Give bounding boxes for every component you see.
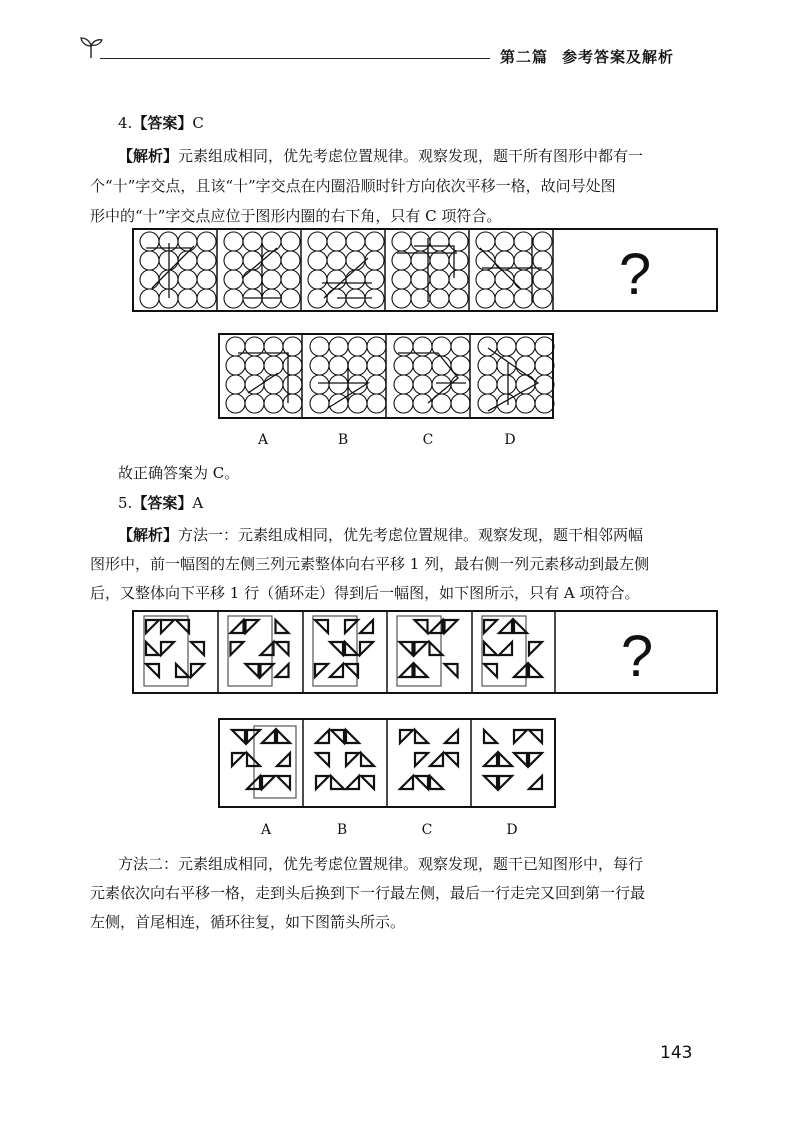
grid-circle bbox=[178, 251, 197, 270]
grid-circle bbox=[495, 251, 514, 270]
triangle-element bbox=[361, 753, 374, 766]
triangle-element bbox=[529, 642, 542, 655]
grid-circle bbox=[365, 270, 384, 289]
triangle-element bbox=[231, 620, 244, 633]
q4-analysis-line-1: 【解析】元素组成相同，优先考虑位置规律。观察发现，题干所有图形中都有一 bbox=[118, 147, 644, 165]
grid-circle bbox=[346, 232, 365, 251]
q5-answer-line bbox=[118, 492, 203, 513]
grid-circle bbox=[281, 251, 300, 270]
grid-circle bbox=[392, 251, 411, 270]
grid-circle bbox=[329, 337, 348, 356]
q4-analysis-tag: 【解析】 bbox=[118, 147, 179, 165]
grid-circle bbox=[329, 375, 348, 394]
grid-circle bbox=[478, 356, 497, 375]
q4-option-label-c: C bbox=[422, 432, 434, 448]
grid-circle bbox=[365, 232, 384, 251]
grid-circle bbox=[264, 356, 283, 375]
triangle-element bbox=[415, 620, 428, 633]
grid-circle bbox=[327, 232, 346, 251]
grid-circle bbox=[476, 232, 495, 251]
q4-question-mark: ? bbox=[618, 242, 652, 307]
triangle-element bbox=[529, 753, 542, 766]
grid-circle bbox=[329, 356, 348, 375]
grid-circle bbox=[281, 270, 300, 289]
grid-circle bbox=[310, 337, 329, 356]
grid-circle bbox=[514, 270, 533, 289]
grid-circle bbox=[449, 251, 468, 270]
grid-circle bbox=[224, 270, 243, 289]
triangle-element bbox=[330, 642, 343, 655]
triangle-element bbox=[360, 642, 373, 655]
grid-circle bbox=[283, 375, 302, 394]
triangle-element bbox=[176, 620, 189, 633]
grid-circle bbox=[495, 232, 514, 251]
triangle-element bbox=[514, 730, 527, 743]
triangle-element bbox=[277, 753, 290, 766]
triangle-element bbox=[331, 776, 344, 789]
grid-circle bbox=[262, 251, 281, 270]
q5-option-label-b: B bbox=[336, 822, 348, 838]
grid-circle bbox=[197, 289, 216, 308]
q5-question-mark: ? bbox=[620, 624, 654, 689]
header-section: 参考答案及解析 bbox=[562, 48, 675, 66]
triangle-element bbox=[315, 620, 328, 633]
triangle-element bbox=[499, 620, 512, 633]
q5-number: 5. bbox=[118, 494, 133, 512]
q5-method2-line-3: 左侧，首尾相连，循环往复，如下图箭头所示。 bbox=[90, 913, 406, 931]
grid-circle bbox=[392, 232, 411, 251]
triangle-element bbox=[400, 664, 413, 677]
grid-circle bbox=[449, 232, 468, 251]
grid-circle bbox=[308, 232, 327, 251]
grid-circle bbox=[411, 270, 430, 289]
grid-circle bbox=[516, 375, 535, 394]
grid-circle bbox=[281, 232, 300, 251]
grid-circle bbox=[476, 270, 495, 289]
grid-circle bbox=[283, 356, 302, 375]
grid-circle bbox=[533, 251, 552, 270]
triangle-element bbox=[146, 664, 159, 677]
q5-answer-tag: 【答案】 bbox=[132, 494, 193, 512]
grid-circle bbox=[226, 375, 245, 394]
triangle-element bbox=[484, 620, 497, 633]
triangle-element bbox=[246, 664, 259, 677]
grid-circle bbox=[514, 232, 533, 251]
triangle-element bbox=[430, 776, 443, 789]
grid-circle bbox=[449, 289, 468, 308]
triangle-element bbox=[276, 620, 289, 633]
grid-circle bbox=[430, 251, 449, 270]
grid-circle bbox=[478, 394, 497, 413]
triangle-element bbox=[277, 776, 290, 789]
triangle-element bbox=[445, 620, 458, 633]
triangle-element bbox=[191, 664, 204, 677]
q4-answer-line bbox=[118, 112, 204, 133]
grid-circle bbox=[394, 356, 413, 375]
header-part: 第二篇 bbox=[500, 48, 549, 66]
grid-circle bbox=[367, 375, 386, 394]
grid-circle bbox=[245, 394, 264, 413]
triangle-element bbox=[276, 642, 289, 655]
grid-circle bbox=[262, 232, 281, 251]
q4-options-figure bbox=[218, 333, 554, 419]
q5-method1-line-3: 后，又整体向下平移 1 行（循环走）得到后一幅图，如下图所示，只有 A 项符合。 bbox=[90, 584, 640, 602]
triangle-element bbox=[316, 753, 329, 766]
grid-circle bbox=[178, 270, 197, 289]
triangle-element bbox=[529, 664, 542, 677]
q5-method1-line-1: 【解析】方法一：元素组成相同，优先考虑位置规律。观察发现，题干相邻两幅 bbox=[118, 526, 644, 544]
grid-circle bbox=[535, 356, 554, 375]
grid-circle bbox=[327, 251, 346, 270]
q5-options-figure bbox=[218, 718, 556, 808]
grid-circle bbox=[430, 270, 449, 289]
grid-circle bbox=[226, 356, 245, 375]
grid-circle bbox=[476, 289, 495, 308]
q5-analysis-tag: 【解析】 bbox=[118, 526, 179, 544]
q5-option-label-d: D bbox=[506, 822, 518, 838]
grid-circle bbox=[535, 394, 554, 413]
grid-circle bbox=[281, 289, 300, 308]
triangle-element bbox=[484, 753, 497, 766]
q5-method2-line-2: 元素依次向右平移一格，走到头后换到下一行最左侧，最后一行走完又回到第一行最 bbox=[90, 884, 646, 902]
grid-circle bbox=[392, 270, 411, 289]
q4-answer: C bbox=[192, 114, 204, 132]
grid-circle bbox=[308, 270, 327, 289]
triangle-element bbox=[415, 642, 428, 655]
triangle-element bbox=[331, 730, 344, 743]
grid-circle bbox=[310, 356, 329, 375]
triangle-element bbox=[484, 730, 497, 743]
grid-circle bbox=[310, 394, 329, 413]
triangle-element bbox=[400, 730, 413, 743]
triangle-element bbox=[445, 664, 458, 677]
grid-circle bbox=[346, 270, 365, 289]
grid-circle bbox=[411, 251, 430, 270]
grid-circle bbox=[451, 394, 470, 413]
triangle-element bbox=[161, 642, 174, 655]
triangle-element bbox=[262, 776, 275, 789]
grid-circle bbox=[140, 289, 159, 308]
grid-circle bbox=[413, 375, 432, 394]
grid-circle bbox=[224, 289, 243, 308]
grid-circle bbox=[533, 270, 552, 289]
grid-circle bbox=[224, 232, 243, 251]
grid-circle bbox=[394, 375, 413, 394]
grid-circle bbox=[310, 375, 329, 394]
grid-circle bbox=[497, 375, 516, 394]
grid-circle bbox=[533, 232, 552, 251]
triangle-element bbox=[246, 620, 259, 633]
triangle-element bbox=[514, 753, 527, 766]
grid-circle bbox=[348, 356, 367, 375]
grid-circle bbox=[497, 337, 516, 356]
grid-circle bbox=[178, 289, 197, 308]
triangle-element bbox=[430, 753, 443, 766]
header-rule bbox=[100, 58, 490, 59]
triangle-element bbox=[360, 620, 373, 633]
triangle-element bbox=[277, 730, 290, 743]
q4-option-label-d: D bbox=[504, 432, 516, 448]
grid-circle bbox=[449, 270, 468, 289]
triangle-element bbox=[346, 730, 359, 743]
grid-circle bbox=[495, 289, 514, 308]
grid-circle bbox=[243, 270, 262, 289]
triangle-element bbox=[232, 753, 245, 766]
grid-circle bbox=[348, 375, 367, 394]
grid-circle bbox=[243, 232, 262, 251]
grid-circle bbox=[308, 289, 327, 308]
grid-circle bbox=[245, 356, 264, 375]
triangle-element bbox=[146, 620, 159, 633]
triangle-element bbox=[345, 642, 358, 655]
q5-method1-line-2: 图形中，前一幅图的左侧三列元素整体向右平移 1 列，最右侧一列元素移动到最左侧 bbox=[90, 555, 650, 573]
q4-analysis-line-2: 个“十”字交点，且该“十”字交点在内圈沿顺时针方向依次平移一格，故问号处图 bbox=[90, 177, 616, 195]
q5-answer: A bbox=[192, 494, 204, 512]
grid-circle bbox=[262, 270, 281, 289]
grid-circle bbox=[264, 394, 283, 413]
page-number: 143 bbox=[660, 1043, 693, 1063]
triangle-element bbox=[400, 642, 413, 655]
grid-circle bbox=[430, 232, 449, 251]
grid-circle bbox=[243, 251, 262, 270]
grid-circle bbox=[264, 375, 283, 394]
q4-option-label-a: A bbox=[257, 432, 269, 448]
grid-circle bbox=[413, 356, 432, 375]
grid-circle bbox=[348, 337, 367, 356]
q4-answer-tag: 【答案】 bbox=[132, 114, 193, 132]
triangle-element bbox=[499, 776, 512, 789]
grid-circle bbox=[514, 251, 533, 270]
q5-option-label-a: A bbox=[260, 822, 272, 838]
triangle-element bbox=[231, 642, 244, 655]
grid-circle bbox=[411, 232, 430, 251]
triangle-element bbox=[415, 753, 428, 766]
grid-circle bbox=[226, 394, 245, 413]
triangle-element bbox=[330, 664, 343, 677]
q5-method2-line-1: 方法二：元素组成相同，优先考虑位置规律。观察发现，题干已知图形中，每行 bbox=[118, 855, 644, 873]
triangle-element bbox=[445, 730, 458, 743]
grid-circle bbox=[394, 394, 413, 413]
grid-circle bbox=[516, 356, 535, 375]
triangle-element bbox=[346, 776, 359, 789]
grid-circle bbox=[365, 251, 384, 270]
triangle-element bbox=[361, 776, 374, 789]
q4-analysis-line-3: 形中的“十”字交点应位于图形内圈的右下角，只有 C 项符合。 bbox=[90, 207, 502, 225]
triangle-element bbox=[415, 664, 428, 677]
triangle-element bbox=[514, 664, 527, 677]
triangle-element bbox=[262, 730, 275, 743]
grid-circle bbox=[392, 289, 411, 308]
grid-circle bbox=[535, 337, 554, 356]
triangle-element bbox=[276, 664, 289, 677]
grid-circle bbox=[367, 356, 386, 375]
grid-circle bbox=[224, 251, 243, 270]
triangle-element bbox=[345, 620, 358, 633]
running-header bbox=[500, 46, 674, 67]
grid-circle bbox=[514, 289, 533, 308]
triangle-element bbox=[146, 642, 159, 655]
grid-circle bbox=[516, 394, 535, 413]
grid-circle bbox=[367, 337, 386, 356]
q5-question-figure bbox=[132, 610, 718, 694]
grid-circle bbox=[197, 251, 216, 270]
triangle-element bbox=[176, 664, 189, 677]
triangle-element bbox=[191, 642, 204, 655]
grid-circle bbox=[413, 394, 432, 413]
grid-circle bbox=[197, 232, 216, 251]
triangle-element bbox=[484, 642, 497, 655]
grid-circle bbox=[451, 337, 470, 356]
triangle-element bbox=[161, 620, 174, 633]
triangle-element bbox=[484, 664, 497, 677]
triangle-element bbox=[345, 664, 358, 677]
grid-circle bbox=[535, 375, 554, 394]
triangle-element bbox=[415, 730, 428, 743]
triangle-element bbox=[445, 753, 458, 766]
grid-circle bbox=[140, 251, 159, 270]
triangle-element bbox=[514, 620, 527, 633]
q4-option-label-b: B bbox=[337, 432, 349, 448]
grid-circle bbox=[451, 375, 470, 394]
grid-circle bbox=[197, 270, 216, 289]
triangle-element bbox=[316, 730, 329, 743]
triangle-element bbox=[400, 776, 413, 789]
sprout-logo-icon bbox=[78, 34, 104, 60]
grid-circle bbox=[478, 375, 497, 394]
grid-circle bbox=[308, 251, 327, 270]
triangle-element bbox=[529, 776, 542, 789]
grid-circle bbox=[533, 289, 552, 308]
triangle-element bbox=[499, 753, 512, 766]
grid-circle bbox=[348, 394, 367, 413]
q4-question-figure bbox=[132, 228, 718, 312]
triangle-element bbox=[499, 642, 512, 655]
q4-conclusion: 故正确答案为 C。 bbox=[118, 464, 240, 482]
q5-option-label-c: C bbox=[421, 822, 433, 838]
grid-circle bbox=[346, 251, 365, 270]
grid-circle bbox=[478, 337, 497, 356]
triangle-element bbox=[346, 753, 359, 766]
grid-circle bbox=[516, 337, 535, 356]
triangle-element bbox=[484, 776, 497, 789]
triangle-element bbox=[316, 776, 329, 789]
triangle-element bbox=[232, 730, 245, 743]
triangle-element bbox=[529, 730, 542, 743]
q4-circle-grids bbox=[140, 232, 552, 308]
grid-circle bbox=[283, 394, 302, 413]
grid-circle bbox=[430, 289, 449, 308]
grid-circle bbox=[367, 394, 386, 413]
triangle-element bbox=[415, 776, 428, 789]
grid-circle bbox=[140, 270, 159, 289]
grid-circle bbox=[411, 289, 430, 308]
triangle-element bbox=[315, 664, 328, 677]
q4-number: 4. bbox=[118, 114, 133, 132]
